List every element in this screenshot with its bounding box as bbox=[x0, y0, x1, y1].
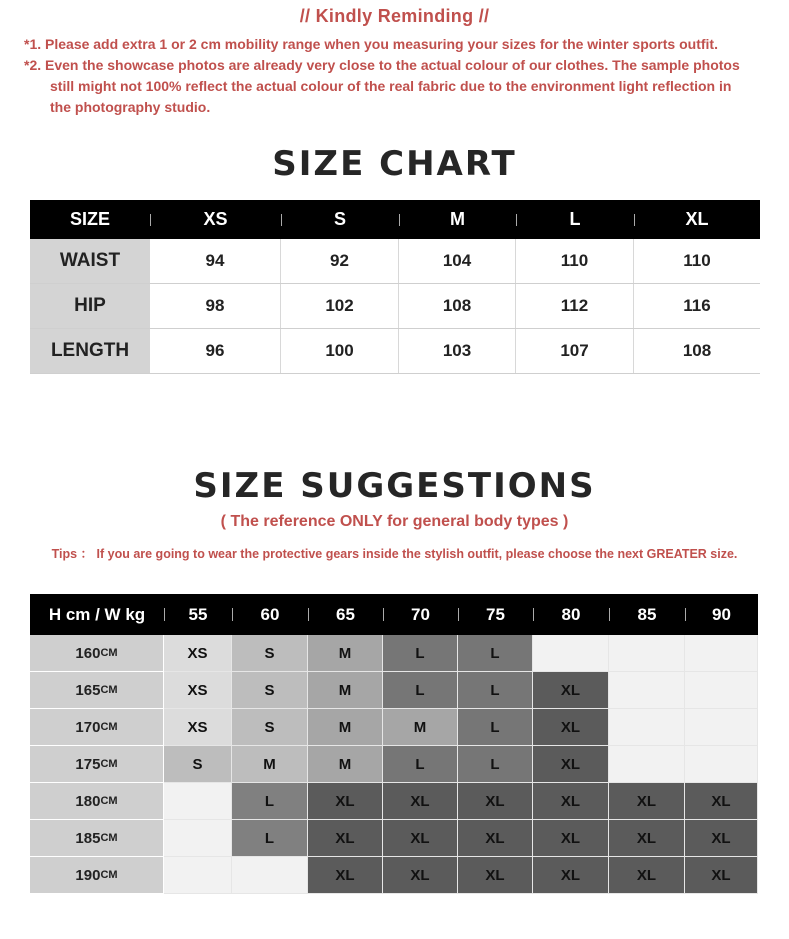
weight-header-65: 65 bbox=[308, 594, 383, 635]
size-suggestions-header-row bbox=[30, 594, 758, 635]
suggested-size-cell: XL bbox=[609, 820, 685, 857]
weight-header-55: 55 bbox=[164, 594, 232, 635]
size-header-m: M bbox=[399, 200, 516, 239]
height-unit: CM bbox=[100, 832, 118, 844]
height-label bbox=[30, 746, 164, 783]
empty-cell bbox=[533, 635, 609, 672]
suggested-size-cell: XL bbox=[533, 709, 609, 746]
measurement-value: 116 bbox=[683, 296, 711, 315]
empty-cell bbox=[609, 672, 685, 709]
height-value: 175 bbox=[75, 755, 101, 773]
empty-cell bbox=[164, 820, 232, 857]
measurement-value: 102 bbox=[281, 284, 399, 328]
suggested-size-cell: XL bbox=[533, 783, 609, 820]
suggested-size-cell: XS bbox=[164, 672, 232, 709]
suggested-size-cell: M bbox=[308, 672, 383, 709]
size-header-s: S bbox=[281, 200, 399, 239]
weight-header-60: 60 bbox=[232, 594, 308, 635]
size-chart-row-waist bbox=[30, 239, 760, 284]
height-value: 190 bbox=[75, 866, 101, 884]
weight-header-90: 90 bbox=[685, 594, 758, 635]
suggested-size-cell: S bbox=[232, 672, 308, 709]
kindly-reminding-section bbox=[0, 6, 789, 118]
size-chart-header-row bbox=[30, 200, 760, 239]
suggested-size-cell: L bbox=[383, 672, 458, 709]
reminder-note-2: *2. Even the showcase photos are already very close to the actual colour of our clothes. The sample photos still might not 100% reflect the actual colour of the real fabric due to the environment light reflection in the photography studio. bbox=[24, 57, 740, 115]
suggested-size-cell: XL bbox=[383, 783, 458, 820]
suggested-size-cell: XL bbox=[458, 820, 533, 857]
height-weight-header: H cm / W kg bbox=[48, 604, 146, 624]
suggested-size-cell: S bbox=[164, 746, 232, 783]
measurement-value: 108 bbox=[399, 284, 516, 328]
height-label bbox=[30, 783, 164, 820]
weight-header-75: 75 bbox=[458, 594, 533, 635]
suggested-size-cell: XL bbox=[308, 783, 383, 820]
suggested-size-cell: XS bbox=[164, 635, 232, 672]
measurement-value: 107 bbox=[516, 329, 634, 373]
size-header-l: L bbox=[516, 200, 634, 239]
suggested-size-cell: M bbox=[308, 635, 383, 672]
suggestion-row-165 bbox=[30, 672, 758, 709]
suggested-size-cell: XL bbox=[533, 746, 609, 783]
suggested-size-cell: XL bbox=[533, 672, 609, 709]
height-value: 165 bbox=[75, 681, 101, 699]
reminder-note-1: *1. Please add extra 1 or 2 cm mobility range when you measuring your sizes for the winter sports outfit. bbox=[24, 36, 718, 52]
suggested-size-cell: XL bbox=[685, 783, 758, 820]
height-value: 185 bbox=[75, 829, 101, 847]
suggested-size-cell: XL bbox=[308, 857, 383, 894]
measurement-value: 112 bbox=[516, 284, 634, 328]
height-label bbox=[30, 635, 164, 672]
measurement-label: HIP bbox=[30, 284, 150, 328]
suggested-size-cell: L bbox=[458, 635, 533, 672]
suggested-size-cell: L bbox=[458, 709, 533, 746]
suggested-size-cell: XL bbox=[685, 857, 758, 894]
size-suggestions-subtitle: ( The reference ONLY for general body types ) bbox=[220, 513, 569, 530]
suggestion-row-180 bbox=[30, 783, 758, 820]
height-label bbox=[30, 857, 164, 894]
suggested-size-cell: XL bbox=[383, 820, 458, 857]
suggested-size-cell: XL bbox=[383, 857, 458, 894]
size-suggestions-title: SIZE SUGGESTIONS bbox=[193, 466, 596, 506]
height-label bbox=[30, 820, 164, 857]
empty-cell bbox=[609, 709, 685, 746]
weight-header-85: 85 bbox=[609, 594, 685, 635]
size-column-header: SIZE bbox=[69, 209, 110, 229]
measurement-value: 96 bbox=[150, 329, 281, 373]
height-unit: CM bbox=[100, 869, 118, 881]
size-chart-row-length bbox=[30, 329, 760, 374]
suggestion-row-190 bbox=[30, 857, 758, 894]
measurement-value: 92 bbox=[281, 239, 399, 283]
height-value: 160 bbox=[75, 644, 101, 662]
empty-cell bbox=[609, 635, 685, 672]
suggestion-row-185 bbox=[30, 820, 758, 857]
measurement-label: LENGTH bbox=[30, 329, 150, 373]
suggested-size-cell: XL bbox=[609, 857, 685, 894]
suggested-size-cell: XS bbox=[164, 709, 232, 746]
suggested-size-cell: M bbox=[232, 746, 308, 783]
suggested-size-cell: XL bbox=[458, 783, 533, 820]
suggested-size-cell: XL bbox=[609, 783, 685, 820]
measurement-value: 108 bbox=[682, 341, 712, 360]
empty-cell bbox=[685, 635, 758, 672]
suggested-size-cell: L bbox=[458, 672, 533, 709]
measurement-value: 100 bbox=[281, 329, 399, 373]
height-label bbox=[30, 709, 164, 746]
suggested-size-cell: XL bbox=[685, 820, 758, 857]
measurement-value: 103 bbox=[399, 329, 516, 373]
suggested-size-cell: S bbox=[232, 635, 308, 672]
height-unit: CM bbox=[100, 684, 118, 696]
measurement-label: WAIST bbox=[30, 239, 150, 283]
height-value: 180 bbox=[75, 792, 101, 810]
empty-cell bbox=[232, 857, 308, 894]
suggested-size-cell: XL bbox=[533, 820, 609, 857]
size-suggestions-tips: Tips ： If you are going to wear the protective gears inside the stylish outfit, please choose the next GREATER size. bbox=[51, 547, 738, 561]
measurement-value: 110 bbox=[683, 251, 711, 270]
height-unit: CM bbox=[100, 758, 118, 770]
size-header-xs: XS bbox=[150, 200, 281, 239]
size-chart-title: SIZE CHART bbox=[272, 144, 517, 184]
height-unit: CM bbox=[100, 647, 118, 659]
measurement-value: 94 bbox=[150, 239, 281, 283]
suggested-size-cell: L bbox=[232, 820, 308, 857]
weight-header-70: 70 bbox=[383, 594, 458, 635]
suggested-size-cell: M bbox=[308, 746, 383, 783]
suggested-size-cell: S bbox=[232, 709, 308, 746]
size-header-xl: XL bbox=[634, 200, 760, 239]
suggested-size-cell: L bbox=[383, 746, 458, 783]
measurement-value: 98 bbox=[150, 284, 281, 328]
weight-header-80: 80 bbox=[533, 594, 609, 635]
height-value: 170 bbox=[75, 718, 101, 736]
reminder-title: // Kindly Reminding // bbox=[299, 6, 490, 26]
suggested-size-cell: L bbox=[383, 635, 458, 672]
empty-cell bbox=[164, 857, 232, 894]
empty-cell bbox=[164, 783, 232, 820]
empty-cell bbox=[609, 746, 685, 783]
suggestion-row-160 bbox=[30, 635, 758, 672]
empty-cell bbox=[685, 746, 758, 783]
size-suggestions-table bbox=[30, 594, 758, 894]
measurement-value: 110 bbox=[516, 239, 634, 283]
suggested-size-cell: L bbox=[232, 783, 308, 820]
suggested-size-cell: XL bbox=[533, 857, 609, 894]
suggested-size-cell: M bbox=[383, 709, 458, 746]
height-unit: CM bbox=[100, 795, 118, 807]
height-unit: CM bbox=[100, 721, 118, 733]
empty-cell bbox=[685, 672, 758, 709]
height-label bbox=[30, 672, 164, 709]
suggested-size-cell: M bbox=[308, 709, 383, 746]
empty-cell bbox=[685, 709, 758, 746]
size-chart-row-hip bbox=[30, 284, 760, 329]
suggested-size-cell: L bbox=[458, 746, 533, 783]
measurement-value: 104 bbox=[399, 239, 516, 283]
suggested-size-cell: XL bbox=[458, 857, 533, 894]
suggestion-row-170 bbox=[30, 709, 758, 746]
suggestion-row-175 bbox=[30, 746, 758, 783]
size-chart-table bbox=[30, 200, 760, 374]
suggested-size-cell: XL bbox=[308, 820, 383, 857]
